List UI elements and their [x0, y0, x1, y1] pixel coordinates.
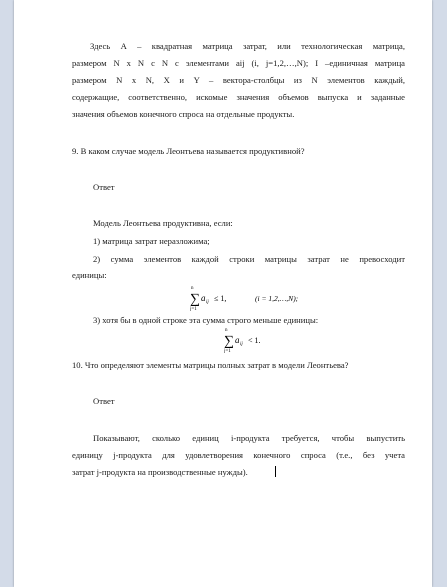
- formula-subscript: ij: [240, 342, 243, 347]
- sum-lower-limit: j=1: [190, 307, 197, 312]
- sum-upper-limit: n: [191, 286, 194, 291]
- text-line: Здесь А – квадратная матрица затрат, или технологическая матрица,: [90, 41, 405, 51]
- answer-label: Ответ: [93, 396, 115, 406]
- sum-sign: ∑: [190, 292, 200, 307]
- text-cursor: [275, 466, 276, 477]
- text-line: Модель Леонтьева продуктивна, если:: [93, 218, 233, 228]
- list-item: 1) матрица затрат неразложима;: [93, 236, 210, 246]
- formula-body: a: [201, 293, 206, 303]
- list-item: 2) сумма элементов каждой строки матрицы затрат не превосходит: [93, 254, 405, 264]
- formula-sum-leq: [190, 284, 310, 312]
- text-line: размером N x N с N с элементами aij (i, j=1,2,…,N); I –единичная матрица: [72, 58, 405, 68]
- sum-lower-limit: j=1: [224, 349, 231, 354]
- question-10: 10. Что определяют элементы матрицы полных затрат в модели Леонтьева?: [72, 360, 349, 370]
- sum-sign: ∑: [224, 334, 234, 349]
- text-line: единицы:: [72, 270, 107, 280]
- text-line: значения объемов конечного спроса на отдельные продукты.: [72, 109, 295, 119]
- text-line: содержащие, соответственно, искомые значения объемов выпуска и заданные: [72, 92, 405, 102]
- answer-label: Ответ: [93, 182, 115, 192]
- text-line: затрат j-продукта на производственные нужды).: [72, 467, 248, 477]
- sum-upper-limit: n: [225, 328, 228, 333]
- formula-subscript: ij: [206, 300, 209, 305]
- text-line: Показывают, сколько единиц i-продукта требуется, чтобы выпустить: [93, 433, 405, 443]
- list-item: 3) хотя бы в одной строке эта сумма строго меньше единицы:: [93, 315, 319, 325]
- formula-sum-lt: [224, 326, 274, 354]
- text-line: размером N x N, X и Y – вектора-столбцы из N элементов каждый,: [72, 75, 405, 85]
- formula-relation: < 1.: [248, 336, 261, 345]
- formula-condition: (i = 1,2,…,N);: [255, 294, 299, 303]
- text-line: единицу j-продукта для удовлетворения конечного спроса (т.е., без учета: [72, 450, 405, 460]
- formula-relation: ≤ 1,: [214, 294, 227, 303]
- question-9: 9. В каком случае модель Леонтьева называется продуктивной?: [72, 146, 305, 156]
- formula-body: a: [235, 335, 240, 345]
- document-page[interactable]: [14, 0, 432, 587]
